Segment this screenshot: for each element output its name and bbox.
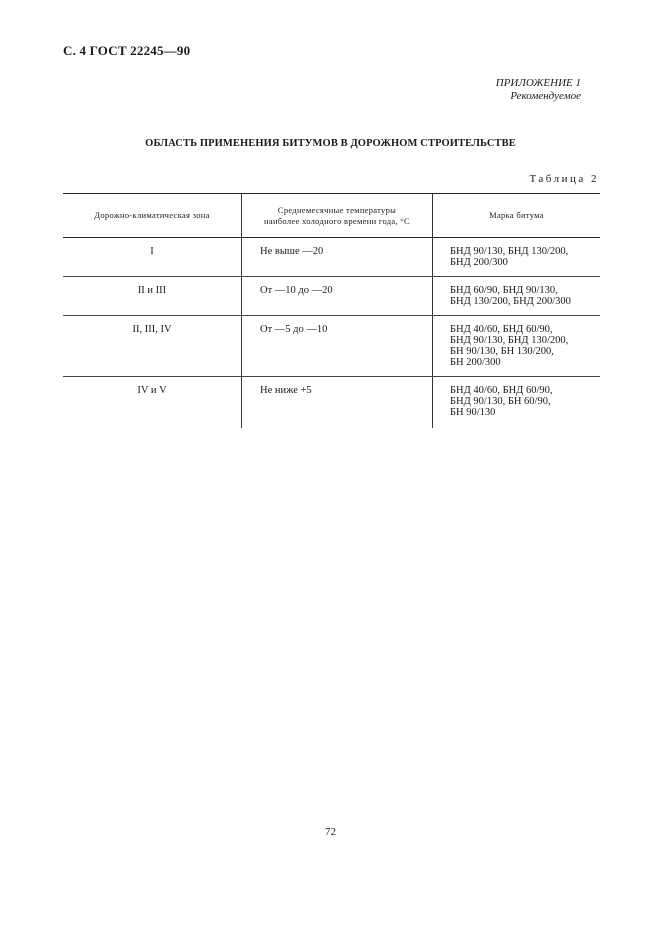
cell-zone: IV и V [137, 385, 167, 396]
cell-brand [433, 377, 601, 429]
brand-line: БН 90/130, БН 130/200, [450, 346, 554, 357]
brand-line: БН 200/300 [450, 357, 501, 368]
table-row [63, 238, 600, 277]
cell-zone: II, III, IV [63, 316, 242, 377]
brand-line: БНД 40/60, БНД 60/90, [450, 324, 553, 335]
table-header-row [63, 194, 600, 238]
cell-temperature: От —10 до —20 [242, 277, 433, 316]
brand-line: БНД 60/90, БНД 90/130, [450, 285, 558, 296]
table-row [63, 277, 600, 316]
page-number: 72 [325, 826, 336, 838]
brand-line: БНД 90/130, БНД 130/200, [450, 246, 569, 257]
cell-temperature: Не ниже +5 [242, 377, 433, 429]
header-temperature-line2: наиболее холодного времени года, °С [264, 215, 410, 226]
bitumen-table [63, 193, 600, 428]
table-row [63, 377, 600, 429]
brand-line: БНД 90/130, БНД 130/200, [450, 335, 569, 346]
brand-line: БНД 40/60, БНД 60/90, [450, 385, 553, 396]
cell-brand [433, 316, 601, 377]
header-temperature [242, 194, 433, 238]
cell-brand [433, 277, 601, 316]
brand-line: БНД 90/130, БН 60/90, [450, 396, 551, 407]
header-zone: Дорожно-климатическая зона [63, 194, 242, 238]
cell-temperature: Не выше —20 [242, 238, 433, 277]
appendix-status: Рекомендуемое [510, 90, 581, 102]
table-caption: Таблица 2 [529, 173, 599, 185]
brand-line: БНД 200/300 [450, 257, 508, 268]
header-brand: Марка битума [433, 194, 601, 238]
appendix-label-block [496, 77, 581, 103]
cell-zone: I [63, 238, 242, 277]
table-row [63, 316, 600, 377]
page-title: ОБЛАСТЬ ПРИМЕНЕНИЯ БИТУМОВ В ДОРОЖНОМ СТРОИТЕЛЬСТВЕ [145, 138, 516, 149]
brand-line: БН 90/130 [450, 407, 496, 418]
cell-zone: II и III [63, 277, 242, 316]
brand-line: БНД 130/200, БНД 200/300 [450, 296, 571, 307]
cell-brand [433, 238, 601, 277]
cell-temperature: От —5 до —10 [242, 316, 433, 377]
appendix-label: ПРИЛОЖЕНИЕ 1 [495, 77, 581, 89]
document-reference: С. 4 ГОСТ 22245—90 [63, 43, 191, 58]
header-temperature-line1: Среднемесячные температуры [277, 204, 397, 215]
